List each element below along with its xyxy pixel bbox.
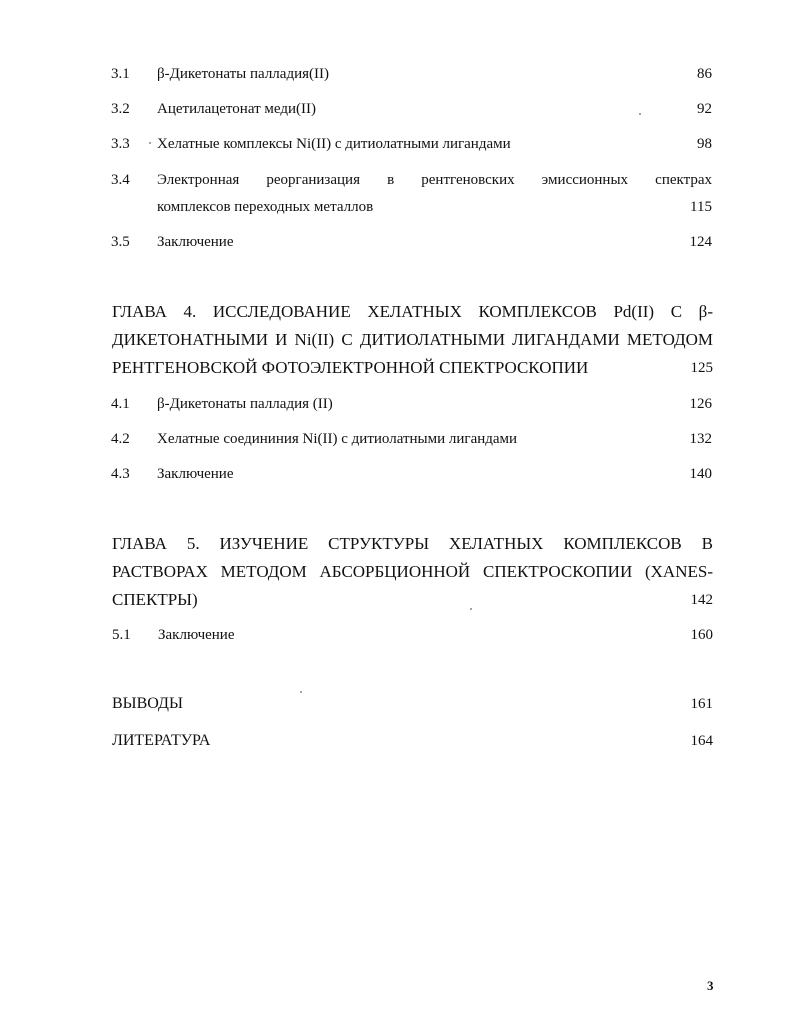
- page-number: 160: [690, 627, 713, 643]
- section-title: Хелатные соедининия Ni(II) с дитиолатными лигандами: [157, 431, 518, 447]
- section-title: Заключение: [157, 466, 234, 482]
- section-title: β-Дикетонаты палладия(II): [157, 66, 329, 82]
- section-number: 4.1: [111, 396, 130, 412]
- section-title: Заключение: [157, 234, 234, 250]
- toc-conclusions[interactable]: [112, 694, 713, 714]
- section-number: 4.2: [111, 431, 130, 447]
- chapter-title-line3: СПЕКТРЫ): [112, 590, 198, 609]
- chapter-title-line2: ДИКЕТОНАТНЫМИ И Ni(II) С ДИТИОЛАТНЫМИ ЛИГАНДАМИ МЕТОДОМ: [112, 330, 713, 349]
- page-number: 125: [690, 360, 713, 376]
- chapter-title-line1: ГЛАВА 4. ИССЛЕДОВАНИЕ ХЕЛАТНЫХ КОМПЛЕКСОВ Pd(II) С β-: [112, 302, 713, 321]
- page-number: 142: [690, 592, 713, 608]
- section-number: 5.1: [112, 627, 131, 643]
- page-number: 98: [697, 136, 712, 152]
- section-title: β-Дикетонаты палладия (II): [157, 396, 333, 412]
- literature-title: ЛИТЕРАТУРА: [112, 732, 211, 749]
- section-number: 3.1: [111, 66, 130, 82]
- page-number: 92: [697, 101, 712, 117]
- toc-chapter-4[interactable]: [112, 298, 713, 382]
- chapter-title-line1: ГЛАВА 5. ИЗУЧЕНИЕ СТРУКТУРЫ ХЕЛАТНЫХ КОМПЛЕКСОВ В: [112, 534, 713, 553]
- page-number: 164: [690, 733, 713, 749]
- section-number: 4.3: [111, 466, 130, 482]
- section-title: Ацетилацетонат меди(II): [157, 101, 316, 117]
- section-number: 3.4: [111, 172, 130, 188]
- page-number: 161: [690, 696, 713, 712]
- page-number: 132: [689, 431, 712, 447]
- toc-chapter-5[interactable]: [112, 530, 713, 614]
- scan-speck: [639, 113, 641, 115]
- page-number: 115: [690, 199, 712, 215]
- scan-speck: [470, 608, 472, 610]
- section-number: 3.5: [111, 234, 130, 250]
- chapter-title-line2: РАСТВОРАХ МЕТОДОМ АБСОРБЦИОННОЙ СПЕКТРОСКОПИИ (XANES-: [112, 562, 713, 581]
- footer-page-number: 3: [707, 978, 714, 993]
- section-number: 3.2: [111, 101, 130, 117]
- page-number: 140: [689, 466, 712, 482]
- chapter-title-line3: РЕНТГЕНОВСКОЙ ФОТОЭЛЕКТРОННОЙ СПЕКТРОСКОПИИ: [112, 358, 589, 377]
- page-number: 126: [689, 396, 712, 412]
- toc-literature[interactable]: [112, 731, 713, 751]
- conclusions-title: ВЫВОДЫ: [112, 695, 183, 712]
- page-number: 124: [689, 234, 712, 250]
- scan-speck: [149, 142, 151, 144]
- section-title: Заключение: [158, 627, 235, 643]
- section-title-line1: Электронная реорганизация в рентгеновских эмиссионных спектрах: [157, 172, 712, 188]
- section-title: Хелатные комплексы Ni(II) с дитиолатными лигандами: [157, 136, 511, 152]
- section-title-line2: комплексов переходных металлов: [157, 199, 374, 215]
- page-number: 86: [697, 66, 712, 82]
- section-number: 3.3: [111, 136, 130, 152]
- scan-speck: [300, 691, 302, 693]
